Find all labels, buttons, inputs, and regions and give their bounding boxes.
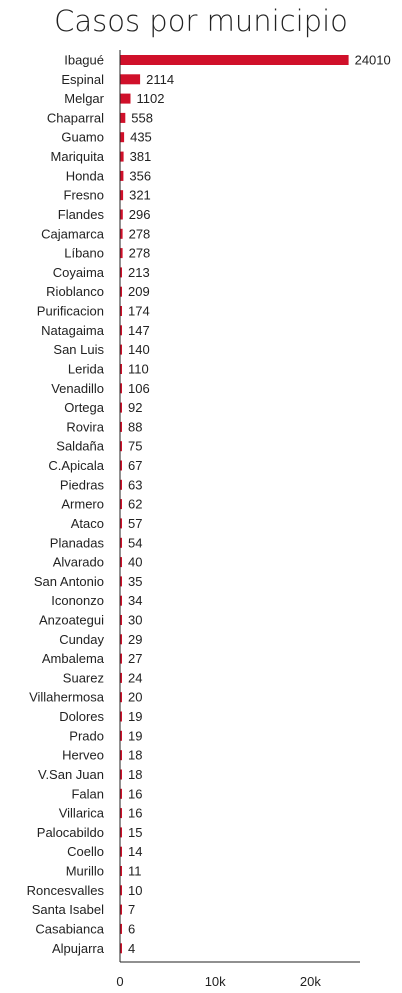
data-label: 24010 (354, 52, 391, 68)
data-label: 213 (128, 264, 150, 280)
bar (120, 171, 123, 181)
category-label: Purificacion (36, 303, 104, 319)
data-label: 27 (128, 651, 143, 667)
data-label: 6 (128, 921, 136, 937)
category-label: Armero (61, 496, 104, 512)
data-label: 18 (128, 767, 143, 782)
data-label: 35 (128, 573, 143, 589)
data-label: 321 (129, 187, 151, 203)
category-label: Líbano (64, 245, 104, 261)
data-label: 19 (128, 728, 143, 744)
x-tick-label: 0 (116, 974, 124, 989)
category-label: Espinal (61, 71, 104, 87)
category-label: Cajamarca (41, 226, 104, 242)
category-label: Lerida (67, 361, 104, 377)
category-label: Piedras (59, 477, 104, 493)
bar (120, 94, 131, 104)
data-label: 11 (128, 863, 142, 879)
category-label: Ortega (64, 400, 104, 416)
category-label: Ataco (70, 515, 104, 531)
data-label: 356 (129, 168, 152, 184)
category-label: Ambalema (41, 651, 104, 667)
category-label: Murillo (65, 863, 104, 879)
category-label: Fresno (63, 187, 104, 203)
data-label: 30 (128, 612, 143, 628)
category-label: Alpujarra (51, 940, 104, 956)
bar (120, 113, 125, 123)
category-label: Icononzo (51, 593, 104, 609)
category-label: Villahermosa (29, 689, 104, 705)
data-label: 92 (128, 400, 143, 416)
category-label: Alvarado (52, 554, 104, 570)
data-label: 278 (128, 245, 151, 261)
bar (120, 55, 349, 65)
category-label: Venadillo (51, 380, 104, 396)
data-label: 558 (131, 110, 154, 126)
category-label: Mariquita (50, 149, 104, 165)
category-label: Dolores (59, 709, 104, 724)
category-label: Herveo (62, 747, 104, 763)
category-label: Roncesvalles (26, 882, 104, 898)
category-label: Rovira (66, 419, 104, 435)
bar (120, 152, 124, 162)
category-label: Villarica (58, 805, 104, 821)
category-label: Coyaima (52, 264, 104, 280)
data-label: 75 (128, 438, 143, 454)
data-label: 20 (128, 689, 143, 705)
category-label: Planadas (49, 535, 104, 551)
data-label: 174 (128, 303, 150, 319)
data-label: 1102 (136, 91, 165, 107)
category-label: Palocabildo (36, 824, 104, 840)
category-label: Cunday (59, 631, 104, 647)
data-label: 16 (128, 805, 143, 821)
data-label: 2114 (146, 71, 175, 87)
category-label: Prado (69, 728, 104, 744)
data-label: 106 (128, 380, 150, 396)
data-label: 54 (128, 535, 143, 551)
category-label: Falan (71, 786, 104, 802)
data-label: 296 (128, 207, 151, 222)
data-label: 67 (128, 458, 143, 473)
data-label: 10 (128, 882, 143, 898)
data-label: 29 (128, 631, 143, 647)
category-label: V.San Juan (37, 767, 104, 782)
data-label: 14 (128, 844, 143, 860)
data-label: 62 (128, 496, 143, 512)
category-label: C.Apicala (48, 458, 104, 473)
bar (120, 132, 124, 142)
category-label: Chaparral (46, 110, 104, 126)
data-label: 147 (128, 322, 150, 338)
category-label: Flandes (57, 207, 104, 222)
x-tick-label: 10k (204, 974, 226, 989)
category-label: Casabianca (35, 921, 104, 937)
labels-group (27, 53, 391, 956)
data-label: 7 (128, 902, 136, 918)
data-label: 34 (128, 593, 143, 609)
data-label: 4 (128, 940, 136, 956)
category-label: Coello (67, 844, 104, 860)
data-label: 140 (128, 342, 150, 358)
data-label: 381 (129, 149, 152, 165)
data-label: 278 (128, 226, 151, 242)
data-label: 63 (128, 477, 143, 493)
data-label: 18 (128, 747, 143, 763)
category-label: Anzoategui (38, 612, 104, 628)
bars-group (120, 55, 349, 953)
category-label: Guamo (61, 129, 104, 145)
category-label: Melgar (64, 91, 104, 107)
x-axis-ticks (116, 974, 321, 989)
data-label: 209 (128, 284, 150, 300)
category-label: San Antonio (33, 573, 104, 589)
data-label: 16 (128, 786, 143, 802)
category-label: Natagaima (41, 322, 104, 338)
category-label: Santa Isabel (31, 902, 104, 918)
data-label: 24 (128, 670, 143, 686)
bar (120, 74, 140, 84)
chart-title: Casos por municipio (54, 4, 348, 38)
category-label: Saldaña (56, 438, 104, 454)
category-label: Ibagué (64, 52, 104, 68)
data-label: 435 (130, 129, 152, 145)
category-label: Suarez (62, 670, 104, 686)
data-label: 15 (128, 824, 143, 840)
category-label: Rioblanco (46, 284, 104, 300)
data-label: 19 (128, 709, 143, 724)
category-label: Honda (65, 168, 104, 184)
data-label: 88 (128, 419, 143, 435)
data-label: 57 (128, 515, 143, 531)
data-label: 40 (128, 554, 143, 570)
x-tick-label: 20k (299, 974, 321, 989)
data-label: 110 (128, 361, 149, 377)
category-label: San Luis (53, 342, 104, 358)
